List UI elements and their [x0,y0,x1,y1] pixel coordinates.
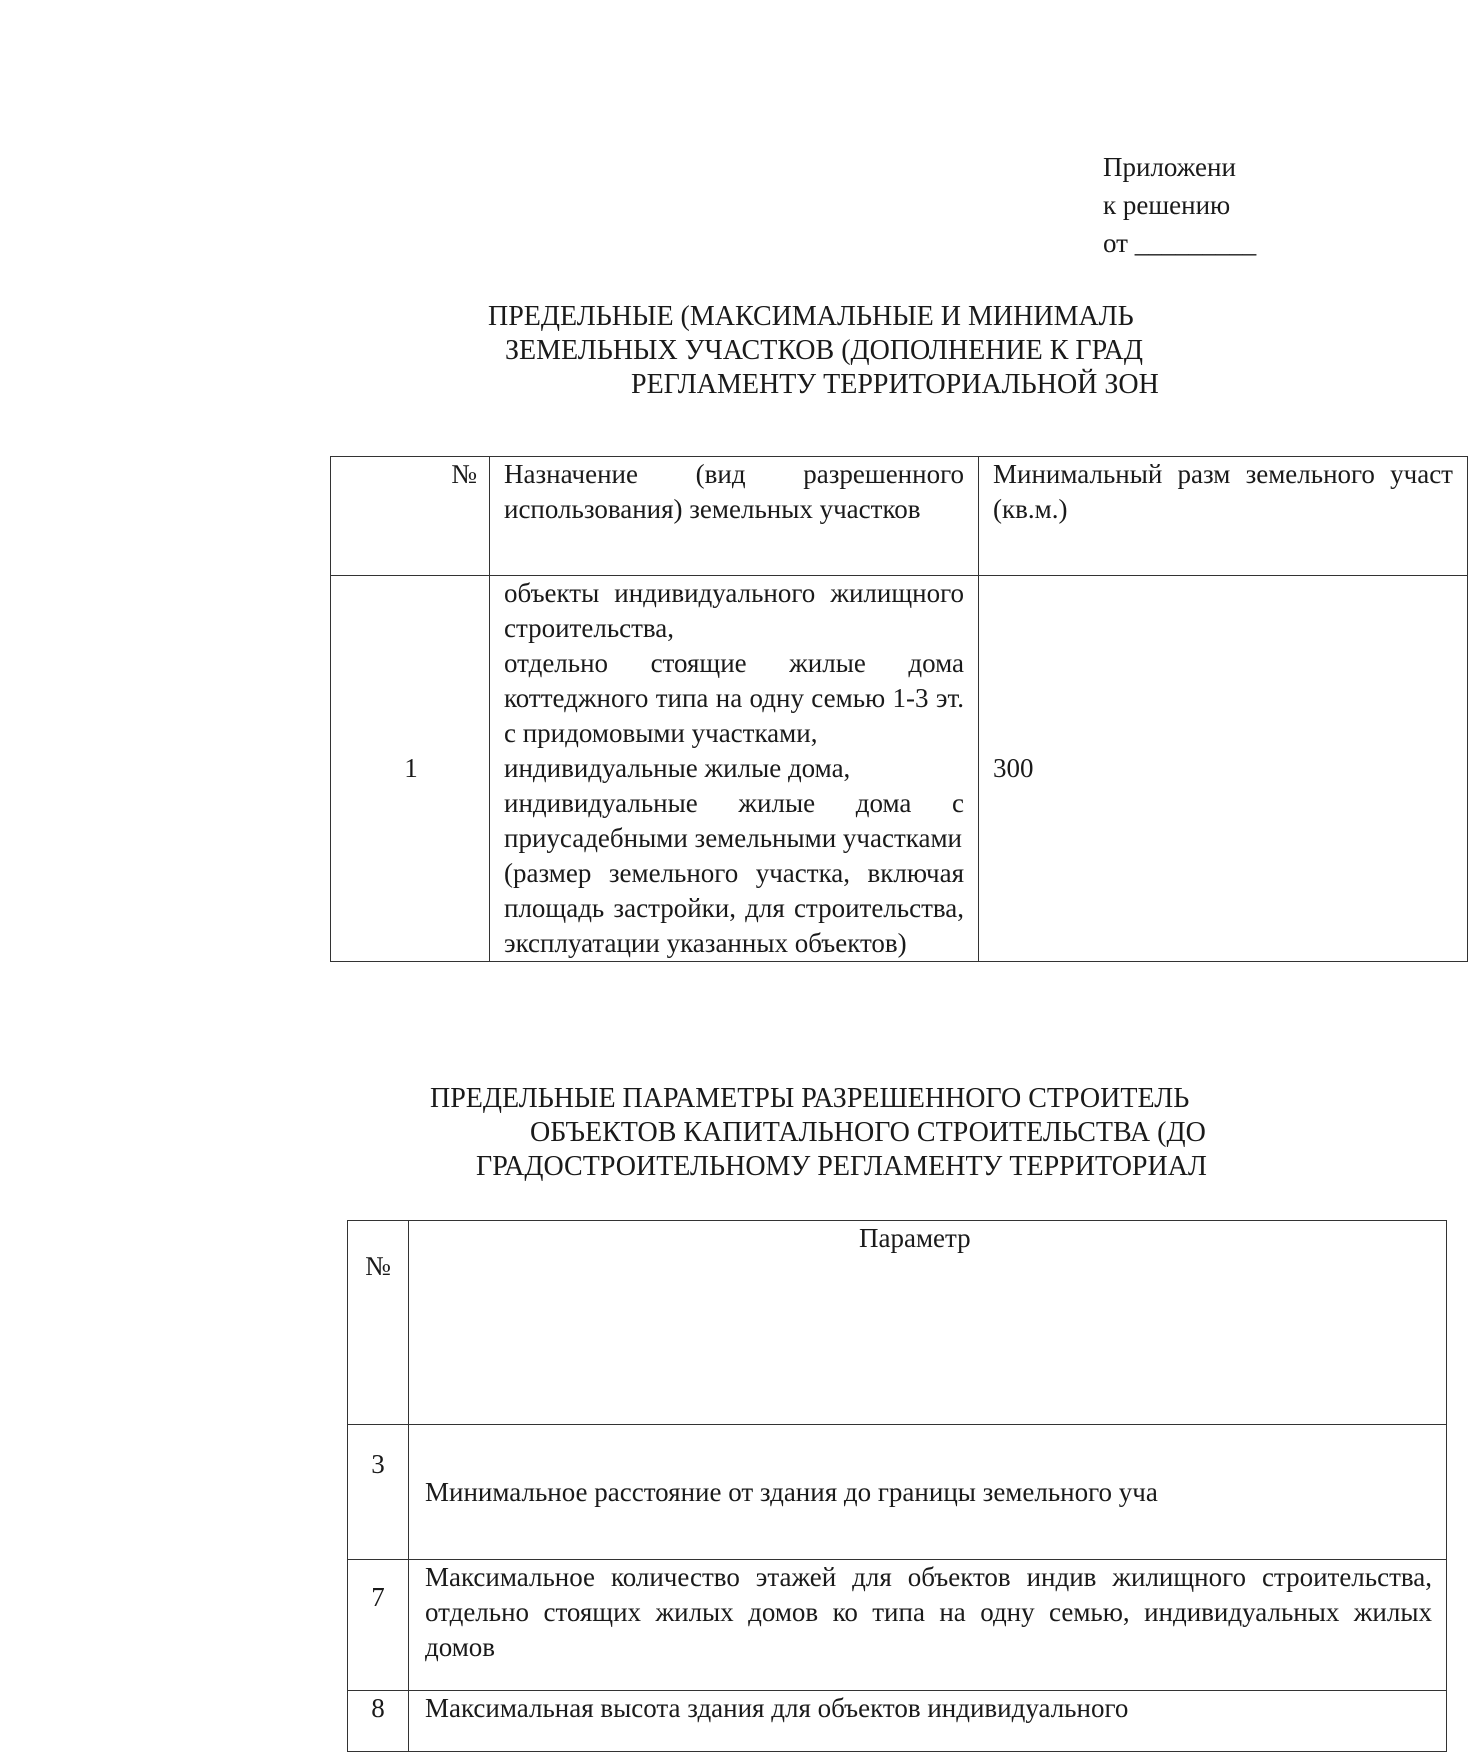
table-row [331,576,1468,962]
purpose-line: индивидуальные жилые дома, [504,753,851,783]
heading-2-line-1: ПРЕДЕЛЬНЫЕ ПАРАМЕТРЫ РАЗРЕШЕННОГО СТРОИТЕЛЬ [430,1083,1190,1114]
row-min-size: 300 [979,576,1468,962]
appendix-line-2: к решению [1103,190,1231,220]
heading-2-line-2: ОБЪЕКТОВ КАПИТАЛЬНОГО СТРОИТЕЛЬСТВА (ДО [530,1117,1206,1148]
parameters-table [347,1220,1447,1752]
land-size-table [330,456,1468,962]
row-num: 8 [348,1691,409,1752]
header-min-size: Минимальный разм земельного участ (кв.м.) [979,457,1468,576]
purpose-line: отдельно стоящие жилые дома коттеджного типа на одну семью 1-3 эт. с придомовыми участками, [504,648,964,748]
heading-1-line-1: ПРЕДЕЛЬНЫЕ (МАКСИМАЛЬНЫЕ И МИНИМАЛЬ [488,301,1134,332]
row-param: Минимальное расстояние от здания до границы земельного уча [409,1425,1447,1560]
row-num: 7 [348,1560,409,1691]
appendix-note [1103,148,1256,262]
heading-2-line-3: ГРАДОСТРОИТЕЛЬНОМУ РЕГЛАМЕНТУ ТЕРРИТОРИАЛ [476,1151,1207,1182]
purpose-line: объекты индивидуального жилищного строительства, [504,578,964,643]
header-num: № [331,457,490,576]
table-row [348,1691,1447,1752]
appendix-line-1: Приложени [1103,152,1236,182]
header-param: Параметр [409,1221,1447,1425]
header-num: № [348,1221,409,1425]
heading-1-line-3: РЕГЛАМЕНТУ ТЕРРИТОРИАЛЬНОЙ ЗОН [631,369,1159,400]
table-header-row [348,1221,1447,1425]
heading-land-limits [488,300,1159,402]
heading-1-line-2: ЗЕМЕЛЬНЫХ УЧАСТКОВ (ДОПОЛНЕНИЕ К ГРАД [505,335,1143,366]
table-row [348,1425,1447,1560]
row-param: Максимальная высота здания для объектов индивидуального [409,1691,1447,1752]
purpose-line: индивидуальные жилые дома с приусадебными земельными участками [504,788,964,853]
appendix-line-3: от _________ [1103,228,1257,258]
purpose-line: (размер земельного участка, включая площадь застройки, для строительства, эксплуатации указанных объектов) [504,858,964,958]
heading-construction-limits [430,1082,1207,1184]
table-row [348,1560,1447,1691]
header-purpose: Назначение (вид разрешенного использования) земельных участков [490,457,979,576]
table-header-row [331,457,1468,576]
row-num: 1 [331,576,490,962]
row-param: Максимальное количество этажей для объектов индив жилищного строительства, отдельно стоящих жилых домов ко типа на одну семью, индивидуальных жилых домов [409,1560,1447,1691]
row-num: 3 [348,1425,409,1560]
row-purpose [490,576,979,962]
